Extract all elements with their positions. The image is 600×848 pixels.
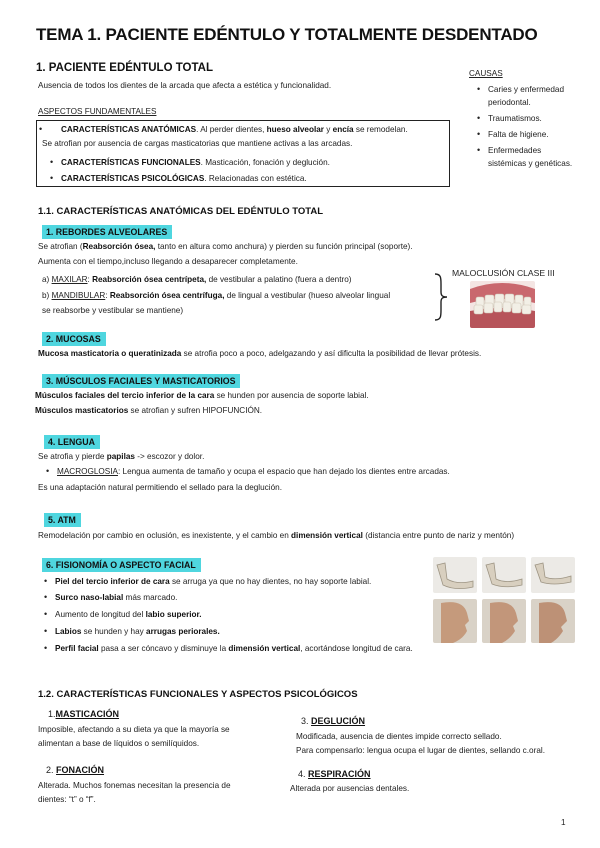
section-1-intro: Ausencia de todos los dientes de la arcada que afecta a estética y funcionalidad. bbox=[38, 81, 332, 90]
atm-tag: 5. ATM bbox=[44, 513, 81, 527]
lengua-line-1: Se atrofia y pierde papilas -> escozor y dolor. bbox=[38, 452, 205, 461]
fisionomia-item: Piel del tercio inferior de cara se arruga ya que no hay dientes, no hay soporte labial. bbox=[55, 577, 372, 586]
fonacion-line-2: dientes: “t” o “f”. bbox=[38, 795, 96, 804]
mucosas-text: Mucosa masticatoria o queratinizada se atrofia poco a poco, adelgazando y así dificulta la posibilidad de llevar prótesis. bbox=[38, 349, 482, 358]
face-profile-image bbox=[433, 599, 477, 643]
lengua-macroglosia: MACROGLOSIA: Lengua aumenta de tamaño y ocupa el espacio que han dejado los dientes entre arcadas. bbox=[57, 467, 450, 476]
causes-label: CAUSAS bbox=[469, 69, 503, 78]
rebordes-maxilar: a) MAXILAR: Reabsorción ósea centrípeta, de vestibular a palatino (fuera a dentro) bbox=[42, 275, 352, 284]
rebordes-line-1: Se atrofian (Reabsorción ósea, tanto en altura como anchura) y pierden su función principal (soporte). bbox=[38, 242, 413, 251]
deglucion-line-1: Modificada, ausencia de dientes impide correcto sellado. bbox=[296, 732, 502, 741]
rebordes-tag: 1. REBORDES ALVEOLARES bbox=[42, 225, 172, 239]
musculos-line-2: Músculos masticatorios se atrofian y sufren HIPOFUNCIÓN. bbox=[35, 406, 263, 415]
aspect-anatomical-detail: Se atrofian por ausencia de cargas masticatorias que mantiene activas a las arcadas. bbox=[42, 139, 353, 148]
atm-text: Remodelación por cambio en oclusión, es inexistente, y el cambio en dimensión vertical (distancia entre punto de nariz y mentón) bbox=[38, 531, 515, 540]
jaw-bone-image bbox=[531, 557, 575, 593]
face-profile-image bbox=[531, 599, 575, 643]
respiracion-line-1: Alterada por ausencias dentales. bbox=[290, 784, 410, 793]
aspect-functional: CARACTERÍSTICAS FUNCIONALES. Masticación, fonación y deglución. bbox=[61, 158, 330, 167]
musculos-line-1: Músculos faciales del tercio inferior de la cara se hunden por ausencia de soporte labial. bbox=[35, 391, 369, 400]
cause-item: Falta de higiene. bbox=[488, 130, 549, 139]
fisionomia-item: Aumento de longitud del labio superior. bbox=[55, 610, 202, 619]
rebordes-mandibular-cont: se reabsorbe y vestibular se mantiene) bbox=[42, 306, 184, 315]
face-profile-image bbox=[482, 599, 526, 643]
section-1-1-heading: 1.1. CARACTERÍSTICAS ANATÓMICAS DEL EDÉNTULO TOTAL bbox=[38, 206, 324, 217]
aspects-label: ASPECTOS FUNDAMENTALES bbox=[38, 107, 157, 116]
section-1-heading: 1. PACIENTE EDÉNTULO TOTAL bbox=[36, 62, 213, 74]
deglucion-heading: 3. DEGLUCIÓN bbox=[301, 716, 366, 726]
fisionomia-item: Labios se hunden y hay arrugas periorales. bbox=[55, 627, 220, 636]
fisionomia-item: Perfil facial pasa a ser cóncavo y disminuye la dimensión vertical, acortándose longitud de cara. bbox=[55, 644, 413, 653]
aspect-psychological: CARACTERÍSTICAS PSICOLÓGICAS. Relacionadas con estética. bbox=[61, 174, 307, 183]
fonacion-line-1: Alterada. Muchos fonemas necesitan la presencia de bbox=[38, 781, 231, 790]
page-title: TEMA 1. PACIENTE EDÉNTULO Y TOTALMENTE DESDENTADO bbox=[36, 25, 538, 44]
cause-item-cont: periodontal. bbox=[488, 98, 531, 107]
cause-item: Enfermedades bbox=[488, 146, 542, 155]
maloclusion-label: MALOCLUSIÓN CLASE III bbox=[452, 268, 555, 278]
fisionomia-item: Surco naso-labial más marcado. bbox=[55, 593, 178, 602]
fonacion-heading: 2. FONACIÓN bbox=[46, 765, 105, 775]
masticacion-line-1: Imposible, afectando a su dieta ya que la mayoría se bbox=[38, 725, 230, 734]
jaw-bone-image bbox=[433, 557, 477, 593]
rebordes-mandibular: b) MANDIBULAR: Reabsorción ósea centrífuga, de lingual a vestibular (hueso alveolar lingual bbox=[42, 291, 391, 300]
jaw-bone-image bbox=[482, 557, 526, 593]
lengua-line-3: Es una adaptación natural permitiendo el sellado para la deglución. bbox=[38, 483, 282, 492]
cause-item: Caries y enfermedad bbox=[488, 85, 564, 94]
lengua-tag: 4. LENGUA bbox=[44, 435, 100, 449]
brace-icon bbox=[433, 272, 449, 322]
respiracion-heading: 4. RESPIRACIÓN bbox=[298, 769, 371, 779]
rebordes-line-2: Aumenta con el tiempo,incluso llegando a desaparecer completamente. bbox=[38, 257, 298, 266]
aspect-anatomical: CARACTERÍSTICAS ANATÓMICAS. Al perder dientes, hueso alveolar y encía se remodelan. bbox=[61, 125, 408, 134]
deglucion-line-2: Para compensarlo: lengua ocupa el lugar de dientes, sellando c.oral. bbox=[296, 746, 545, 755]
maloclusion-teeth-image bbox=[470, 281, 535, 328]
page-number: 1 bbox=[561, 818, 566, 827]
fisionomia-tag: 6. FISIONOMÍA O ASPECTO FACIAL bbox=[42, 558, 201, 572]
masticacion-heading: 1.MASTICACIÓN bbox=[48, 709, 120, 719]
cause-item: Traumatismos. bbox=[488, 114, 542, 123]
masticacion-line-2: alimentan a base de líquidos o semilíquidos. bbox=[38, 739, 200, 748]
section-1-2-heading: 1.2. CARACTERÍSTICAS FUNCIONALES Y ASPECTOS PSICOLÓGICOS bbox=[38, 689, 358, 700]
musculos-tag: 3. MÚSCULOS FACIALES Y MASTICATORIOS bbox=[42, 374, 240, 388]
cause-item-cont: sistémicas y genéticas. bbox=[488, 159, 573, 168]
mucosas-tag: 2. MUCOSAS bbox=[42, 332, 106, 346]
